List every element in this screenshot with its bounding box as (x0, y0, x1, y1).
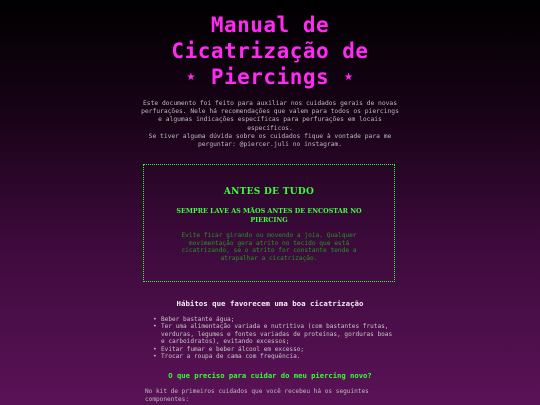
notice-subtitle: SEMPRE LAVE AS MÃOS ANTES DE ENCOSTAR NO PIERCING (176, 207, 362, 224)
intro-paragraph-1: Este documento foi feito para auxiliar nos cuidados gerais de novas perfurações. Nele há recomendações que valem para todos os piercings e algumas indicações específicas para perfurações em locais específicos. (141, 100, 399, 132)
notice-title: ANTES DE TUDO (223, 187, 315, 197)
list-item: • Trocar a roupa de cama com frequência. (152, 353, 397, 360)
care-question: O que preciso para cuidar do meu piercing novo? (168, 371, 372, 380)
intro-paragraph-2: Se tiver alguma dúvida sobre os cuidados fique à vontade para me perguntar: @piercer.juli no instagram. (148, 132, 392, 149)
list-item: • Ter uma alimentação variada e nutritiva (com bastantes frutas, verduras, legumes e fontes variadas de proteínas, gorduras boas e carboidratos), evitando excessos; (152, 323, 397, 345)
habits-title: Hábitos que favorecem uma boa cicatrização (176, 299, 364, 308)
title-line-3: ⋆ Piercings ⋆ (184, 65, 356, 89)
notice-box (143, 164, 395, 282)
habits-list (152, 316, 397, 360)
page-title (0, 12, 540, 90)
title-line-1: Manual de (210, 13, 330, 37)
title-line-2: Cicatrização de (171, 39, 369, 63)
list-item: • Evitar fumar e beber álcool em excesso; (152, 346, 397, 353)
intro-text (140, 100, 400, 149)
notice-text: Evite ficar girando ou movendo a joia. Qualquer movimentação gera atrito no tecido que está cicatrizando, se o atrito for constante tende a atrapalhar a cicatrização. (181, 232, 357, 262)
list-item: • Beber bastante água; (152, 316, 397, 323)
care-text: No kit de primeiros cuidados que você recebeu há os seguintes componentes: (145, 388, 369, 403)
